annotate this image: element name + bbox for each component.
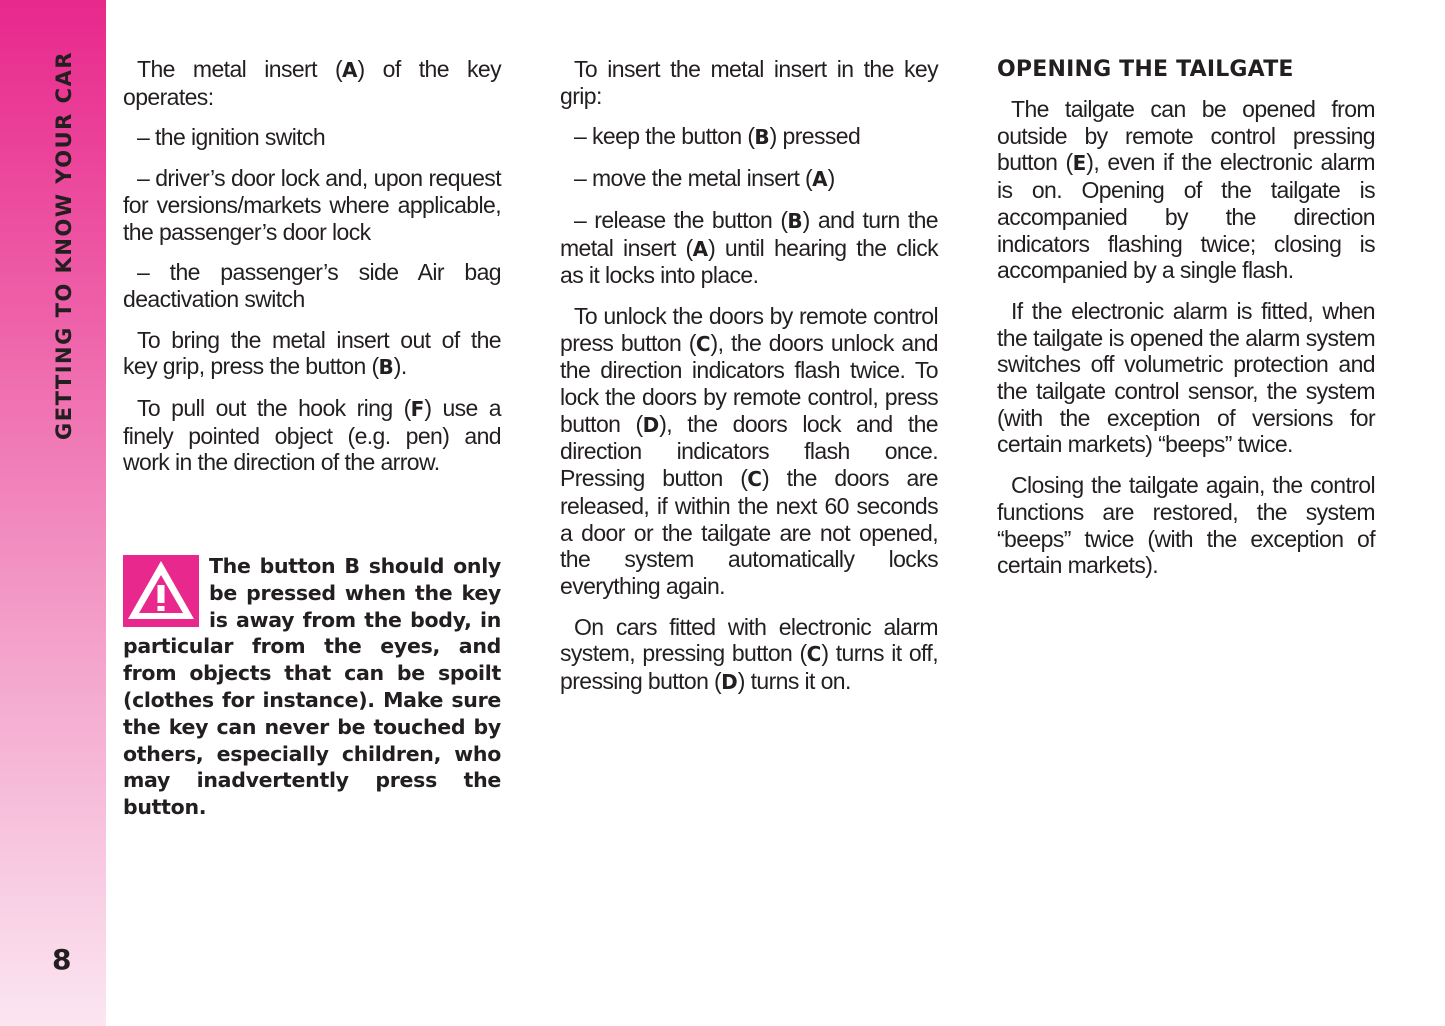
column-1 [123,56,501,490]
paragraph: The metal insert (A) of the key operates: [123,56,501,110]
paragraph: – the passenger’s side Air bag deactivation switch [123,259,501,312]
warning-triangle-icon [123,555,199,627]
paragraph: Closing the tailgate again, the control functions are restored, the system “beeps” twice (with the exception of certain markets). [997,472,1375,579]
warning-box [123,553,501,821]
paragraph: The tailgate can be opened from outside by remote control pressing button (E), even if the electronic alarm is on. Opening of the tailgate is accompanied by the direction indicators flashing twice; closing is accompanied by a single flash. [997,96,1375,284]
section-sidebar [0,0,106,1026]
paragraph: – keep the button (B) pressed [574,123,861,150]
paragraph: – release the button (B) and turn the metal insert (A) until hearing the click as it locks into place. [560,206,938,289]
section-heading: OPENING THE TAILGATE [997,57,1294,82]
paragraph: To pull out the hook ring (F) use a finely pointed object (e.g. pen) and work in the direction of the arrow. [123,395,501,476]
column-2 [560,56,938,710]
paragraph: – move the metal insert (A) [574,165,835,192]
paragraph: If the electronic alarm is fitted, when the tailgate is opened the alarm system switches off volumetric protection and the tailgate control sensor, the system (with the exception of versions for certain markets) “beeps” twice. [997,297,1375,458]
paragraph: To bring the metal insert out of the key grip, press the button (B). [123,326,501,380]
paragraph: To insert the metal insert in the key grip: [560,56,938,109]
paragraph: – the ignition switch [137,124,326,151]
paragraph: To unlock the doors by remote control press button (C), the doors unlock and the direction indicators flash twice. To lock the doors by remote control, press button (D), the doors lock and the direction indicators flash once. Pressing button (C) the doors are released, if within the next 60 seconds a door or the tailgate are not opened, the system automatically locks everything again. [560,302,938,599]
section-title: GETTING TO KNOW YOUR CAR [52,51,76,440]
warning-text: The button B should only be pressed when the key is away from the body, in particular from the eyes, and from objects that can be spoilt (clothes for instance). Make sure the key can never be touched by others, especially children, who may inadvertently press the button. [123,554,501,820]
column-3 [997,56,1375,593]
page-number: 8 [52,943,72,976]
paragraph: On cars fitted with electronic alarm system, pressing button (C) turns it off, pressing button (D) turns it on. [560,613,938,695]
paragraph: – driver’s door lock and, upon request for versions/markets where applicable, the passenger’s door lock [123,165,501,245]
